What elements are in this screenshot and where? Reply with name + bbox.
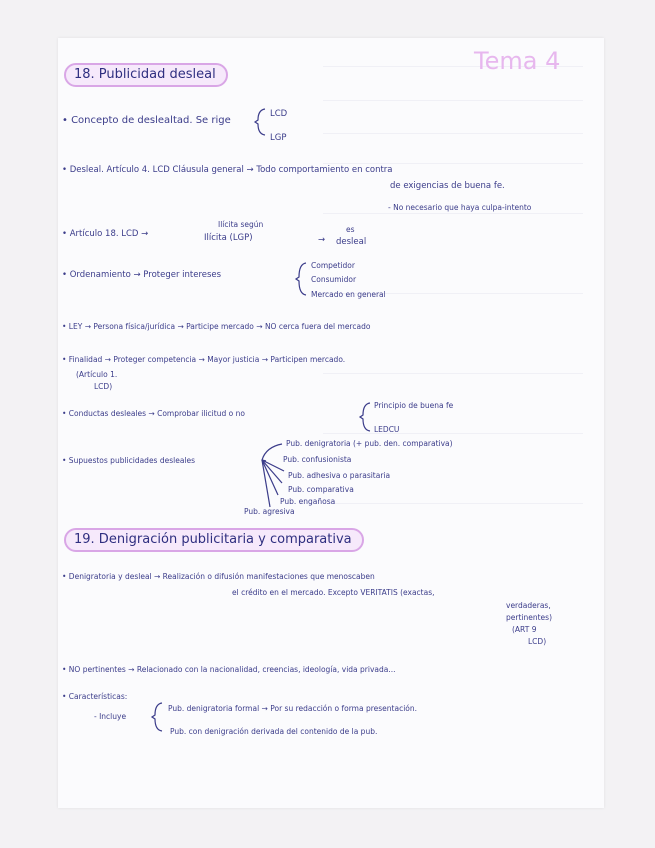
bleed-through-line xyxy=(323,213,583,214)
concepto-branch-lcd: LCD xyxy=(270,109,288,119)
finalidad-line1: • Finalidad → Proteger competencia → Mayor justicia → Participen mercado. xyxy=(62,355,346,364)
section-19-heading: 19. Denigración publicitaria y comparativa xyxy=(64,528,364,552)
page-title: Tema 4 xyxy=(474,47,561,75)
supuesto-comparativa: Pub. comparativa xyxy=(288,485,354,494)
caracteristicas-formal: Pub. denigratoria formal → Por su redacción o forma presentación. xyxy=(168,704,418,713)
brace-icon xyxy=(360,402,372,432)
conductas-ledcu: LEDCU xyxy=(374,425,400,434)
articulo-text: • Artículo 18. LCD → xyxy=(62,229,149,239)
bleed-through-line xyxy=(323,503,583,504)
ordenamiento-competidor: Competidor xyxy=(311,261,355,270)
bleed-through-line xyxy=(323,433,583,434)
supuesto-enganosa: Pub. engañosa xyxy=(280,497,336,506)
denigratoria-line5: (ART 9 xyxy=(512,625,537,634)
denigratoria-line6: LCD) xyxy=(528,637,547,646)
brace-icon xyxy=(255,108,267,136)
denigratoria-line1: • Denigratoria y desleal → Realización o difusión manifestaciones que menoscaben xyxy=(62,572,375,581)
ordenamiento-consumidor: Consumidor xyxy=(311,275,357,284)
finalidad-line2: (Artículo 1. xyxy=(76,370,118,379)
ley-text: • LEY → Persona física/jurídica → Participe mercado → NO cerca fuera del mercado xyxy=(62,322,371,331)
denigratoria-line2: el crédito en el mercado. Excepto VERITATIS (exactas, xyxy=(232,588,435,597)
section-18-heading: 18. Publicidad desleal xyxy=(64,63,228,87)
denigratoria-line4: pertinentes) xyxy=(506,613,552,622)
bleed-through-line xyxy=(323,373,583,374)
bleed-through-line xyxy=(323,100,583,101)
articulo-arrow: → xyxy=(318,235,326,245)
concepto-text: • Concepto de deslealtad. Se rige xyxy=(62,115,231,126)
bleed-through-line xyxy=(323,133,583,134)
articulo-desleal: desleal xyxy=(336,237,367,247)
conductas-text: • Conductas desleales → Comprobar ilicitud o no xyxy=(62,409,245,418)
ordenamiento-text: • Ordenamiento → Proteger intereses xyxy=(62,270,222,280)
denigratoria-line3: verdaderas, xyxy=(506,601,551,610)
articulo-top: Ilícita según xyxy=(218,220,264,229)
brace-icon xyxy=(152,702,164,732)
ordenamiento-mercado: Mercado en general xyxy=(311,290,386,299)
supuesto-confusionista: Pub. confusionista xyxy=(283,455,352,464)
bleed-through-line xyxy=(323,163,583,164)
desleal-line1: • Desleal. Artículo 4. LCD Cláusula general → Todo comportamiento en contra xyxy=(62,165,393,175)
desleal-line3: - No necesario que haya culpa-intento xyxy=(388,203,532,212)
no-pertinentes-text: • NO pertinentes → Relacionado con la nacionalidad, creencias, ideología, vida privada... xyxy=(62,665,396,674)
finalidad-line3: LCD) xyxy=(94,382,113,391)
supuestos-text: • Supuestos publicidades desleales xyxy=(62,456,196,465)
supuesto-denigratoria: Pub. denigratoria (+ pub. den. comparativa) xyxy=(286,439,453,448)
caracteristicas-incluye: - Incluye xyxy=(94,712,127,721)
supuesto-agresiva: Pub. agresiva xyxy=(244,507,295,516)
caracteristicas-title: • Características: xyxy=(62,692,128,701)
brace-icon xyxy=(296,262,308,296)
supuesto-adhesiva: Pub. adhesiva o parasitaria xyxy=(288,471,391,480)
articulo-es: es xyxy=(346,225,355,234)
conductas-buena-fe: Principio de buena fe xyxy=(374,401,454,410)
articulo-mid: Ilícita (LGP) xyxy=(204,233,253,243)
concepto-branch-lgp: LGP xyxy=(270,133,287,143)
notebook-page xyxy=(58,38,604,808)
caracteristicas-derivada: Pub. con denigración derivada del contenido de la pub. xyxy=(170,727,378,736)
desleal-line2: de exigencias de buena fe. xyxy=(390,181,505,191)
